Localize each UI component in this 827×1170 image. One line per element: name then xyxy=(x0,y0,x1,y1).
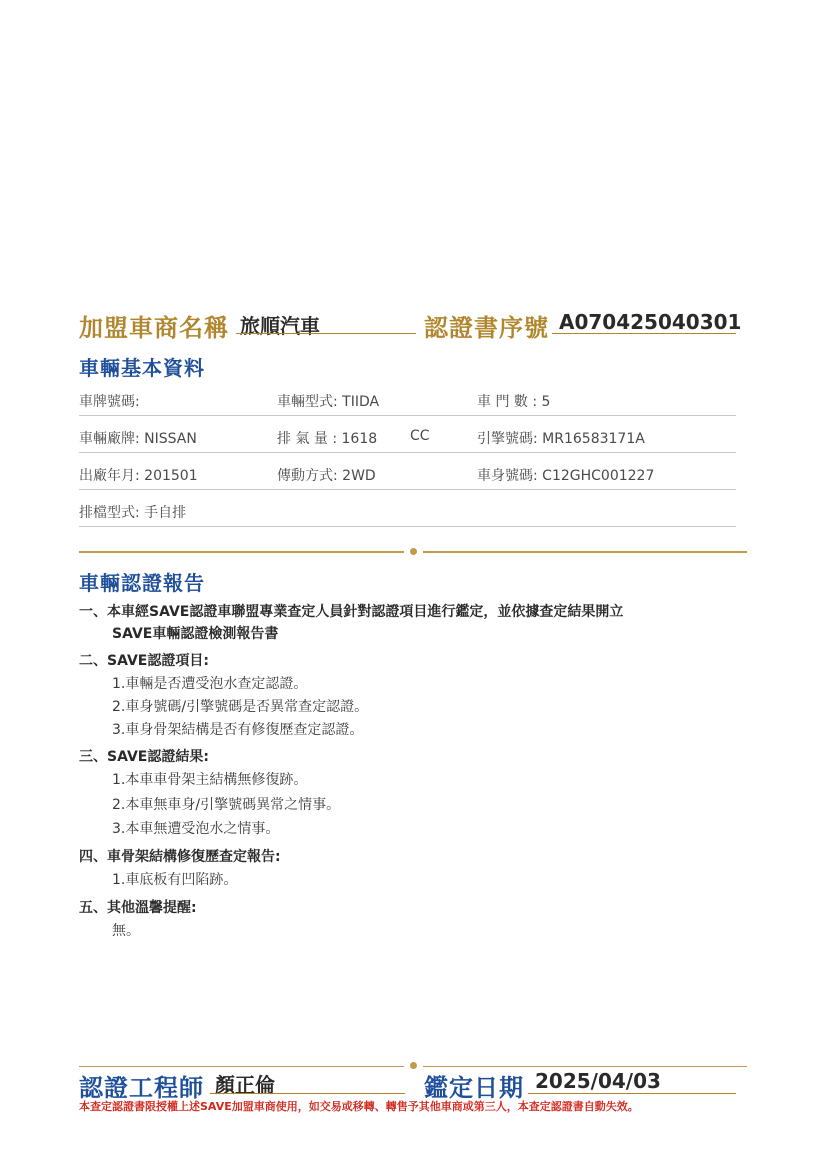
report-intro-line1: 一、本車經SAVE認證車聯盟專業查定人員針對認證項目進行鑑定，並依據查定結果開立 xyxy=(79,604,624,620)
list-item: 3.車身骨架結構是否有修復歷查定認證。 xyxy=(112,722,364,738)
cert-label: 認證書序號 xyxy=(424,314,549,342)
info-row xyxy=(79,459,736,490)
gold-divider-right xyxy=(423,551,747,553)
section-heading: 三、SAVE認證結果: xyxy=(79,749,209,765)
list-item: 無。 xyxy=(112,923,140,939)
list-item: 1.車輛是否遭受泡水查定認證。 xyxy=(112,676,308,692)
manufacture-date: 出廠年月: 201501 xyxy=(79,468,198,484)
engine-number: 引擎號碼: MR16583171A xyxy=(477,431,645,447)
cert-underline xyxy=(552,333,736,334)
engineer-label: 認證工程師 xyxy=(79,1074,204,1102)
list-item: 2.車身號碼/引擎號碼是否異常查定認證。 xyxy=(112,699,369,715)
info-row xyxy=(79,422,736,453)
list-item: 2.本車無車身/引擎號碼異常之情事。 xyxy=(112,797,341,813)
list-item: 1.本車車骨架主結構無修復跡。 xyxy=(112,772,308,788)
displacement: 排 氣 量 : 1618 xyxy=(277,431,378,447)
date-label: 鑑定日期 xyxy=(424,1074,524,1102)
gold-divider-left xyxy=(79,551,404,553)
list-item: 3.本車無遭受泡水之情事。 xyxy=(112,821,280,837)
gold-divider-dot xyxy=(410,548,417,555)
inspection-date: 2025/04/03 xyxy=(535,1069,661,1093)
report-intro-line2: SAVE車輛認證檢測報告書 xyxy=(112,626,279,642)
report-title: 車輛認證報告 xyxy=(79,571,205,595)
body-number: 車身號碼: C12GHC001227 xyxy=(477,468,655,484)
footer-divider-dot xyxy=(410,1062,417,1069)
drive-type: 傳動方式: 2WD xyxy=(277,468,376,484)
transmission-type: 排檔型式: 手自排 xyxy=(79,505,187,521)
footer-rule-left xyxy=(79,1066,404,1067)
section-heading: 二、SAVE認證項目: xyxy=(79,653,209,669)
list-item: 1.車底板有凹陷跡。 xyxy=(112,872,238,888)
cert-number: A070425040301 xyxy=(559,310,742,334)
vehicle-brand: 車輛廠牌: NISSAN xyxy=(79,431,197,447)
dealer-name: 旅順汽車 xyxy=(240,314,320,338)
info-row xyxy=(79,385,736,416)
vehicle-info-title: 車輛基本資料 xyxy=(79,356,205,380)
dealer-label: 加盟車商名稱 xyxy=(79,314,229,342)
info-row xyxy=(79,496,736,527)
disclaimer-text: 本查定認證書限授權上述SAVE加盟車商使用，如交易或移轉、轉售予其他車商或第三人，本查定認證書自動失效。 xyxy=(79,1100,639,1113)
dealer-underline xyxy=(236,333,416,334)
engineer-underline xyxy=(210,1093,405,1094)
section-heading: 四、車骨架結構修復歷查定報告: xyxy=(79,849,281,865)
door-count: 車 門 數 : 5 xyxy=(477,394,551,410)
plate-number: 車牌號碼: xyxy=(79,394,140,410)
footer-rule-right xyxy=(423,1066,747,1067)
section-heading: 五、其他溫馨提醒: xyxy=(79,900,197,916)
vehicle-model: 車輛型式: TIIDA xyxy=(277,394,380,410)
date-underline xyxy=(528,1093,736,1094)
displacement-unit: CC xyxy=(410,428,430,444)
engineer-name: 顏正倫 xyxy=(215,1073,275,1097)
